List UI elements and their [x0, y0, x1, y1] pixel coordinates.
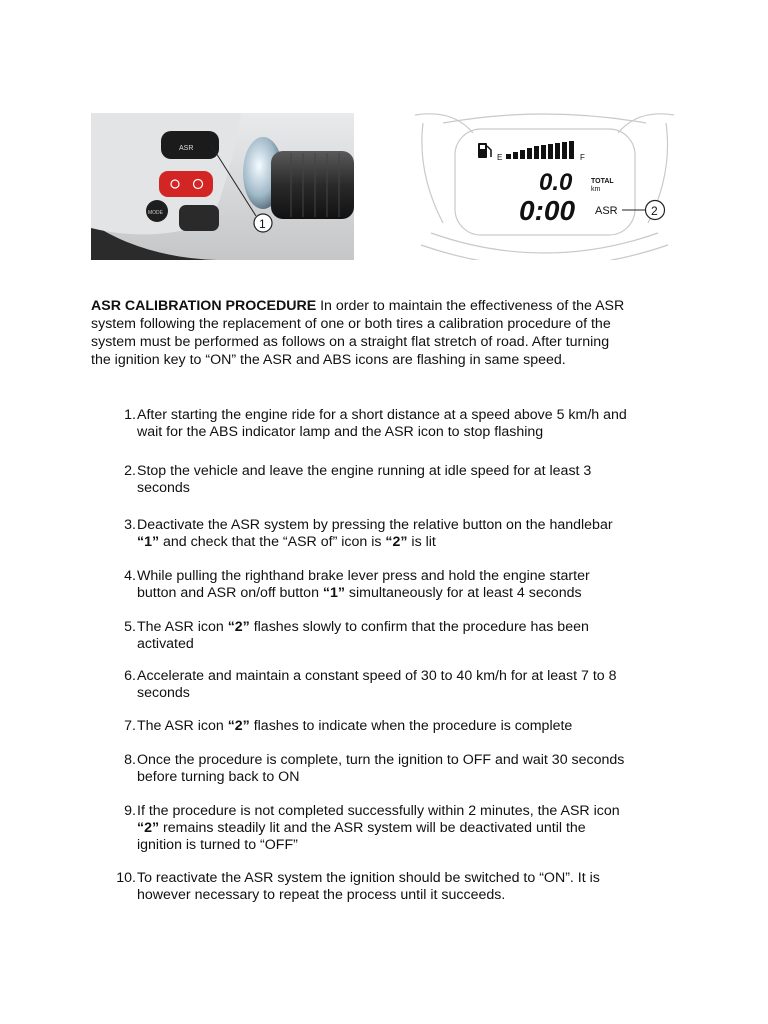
- step-text: and check that the “ASR of” icon is: [159, 534, 386, 550]
- callout-ref: “1”: [137, 534, 160, 550]
- step-line: seconds: [137, 480, 190, 496]
- intro-heading: ASR CALIBRATION PROCEDURE: [91, 298, 317, 314]
- step-text: remains steadily lit and the ASR system will be deactivated until the: [159, 820, 586, 836]
- step-line: [137, 718, 681, 735]
- callout-1-label: 1: [259, 217, 266, 231]
- step-text: The ASR icon: [137, 619, 228, 635]
- step-text: flashes slowly to confirm that the procedure has been: [249, 619, 589, 635]
- step-line: seconds: [137, 685, 190, 701]
- step-text: flashes to indicate when the procedure is complete: [249, 718, 573, 734]
- fuel-full-label: F: [580, 153, 585, 162]
- intro-line-2: system following the replacement of one or both tires a calibration procedure of the: [91, 316, 611, 332]
- step-number: 9.: [124, 803, 136, 819]
- step-line: before turning back to ON: [137, 769, 300, 785]
- step-line: [137, 534, 681, 551]
- intro-line-1-text: In order to maintain the effectiveness of the ASR: [316, 298, 625, 314]
- indicator-switch: [179, 205, 219, 231]
- intro-line-3: system must be performed as follows on a straight flat stretch of road. After turning: [91, 334, 610, 350]
- clock-value: 0:00: [519, 195, 576, 226]
- odometer-total-label: TOTAL: [591, 178, 614, 185]
- step-number: 5.: [124, 619, 136, 635]
- step-text: button and ASR on/off button: [137, 585, 323, 601]
- step-line: [137, 619, 681, 636]
- throttle-grip: [271, 151, 354, 219]
- step-line: ignition is turned to “OFF”: [137, 837, 298, 853]
- step-line: While pulling the righthand brake lever press and hold the engine starter: [137, 568, 590, 584]
- callout-ref: “2”: [227, 619, 250, 635]
- callout-ref: “2”: [385, 534, 408, 550]
- step-number: 6.: [124, 668, 136, 684]
- step-line: wait for the ABS indicator lamp and the ASR icon to stop flashing: [137, 424, 544, 440]
- odometer-value: 0.0: [539, 169, 573, 196]
- intro-line-4: the ignition key to “ON” the ASR and ABS icons are flashing in same speed.: [91, 352, 566, 368]
- step-line: [137, 820, 681, 837]
- step-line: If the procedure is not completed successfully within 2 minutes, the ASR icon: [137, 803, 620, 819]
- fuel-level-bars: [506, 141, 574, 159]
- dashboard-illustration: [413, 113, 676, 260]
- step-line: Deactivate the ASR system by pressing the relative button on the handlebar: [137, 517, 613, 533]
- step-line: Accelerate and maintain a constant speed of 30 to 40 km/h for at least 7 to 8: [137, 668, 617, 684]
- step-number: 7.: [124, 718, 136, 734]
- step-number: 4.: [124, 568, 136, 584]
- step-number: 10.: [116, 870, 136, 886]
- step-text: The ASR icon: [137, 718, 228, 734]
- handlebar-illustration: [91, 113, 354, 260]
- asr-icon: ASR: [595, 205, 618, 217]
- step-line: [137, 585, 681, 602]
- step-line: After starting the engine ride for a short distance at a speed above 5 km/h and: [137, 407, 627, 423]
- step-line: Stop the vehicle and leave the engine running at idle speed for at least 3: [137, 463, 592, 479]
- step-text: is lit: [407, 534, 436, 550]
- handlebar-photo: [91, 113, 354, 260]
- step-line: To reactivate the ASR system the ignition should be switched to “ON”. It is: [137, 870, 600, 886]
- mode-button-label: MODE: [148, 210, 163, 216]
- dashboard-display: [413, 113, 676, 260]
- step-number: 1.: [124, 407, 136, 423]
- step-line: activated: [137, 636, 194, 652]
- fuel-empty-label: E: [497, 153, 503, 162]
- callout-ref: “1”: [322, 585, 345, 601]
- step-number: 8.: [124, 752, 136, 768]
- step-number: 2.: [124, 463, 136, 479]
- step-text: simultaneously for at least 4 seconds: [344, 585, 582, 601]
- step-number: 3.: [124, 517, 136, 533]
- callout-2-label: 2: [651, 204, 658, 218]
- step-line: however necessary to repeat the process until it succeeds.: [137, 887, 506, 903]
- odometer-unit-label: km: [591, 186, 601, 193]
- callout-ref: “2”: [137, 820, 160, 836]
- asr-button-label: ASR: [179, 145, 194, 152]
- callout-ref: “2”: [227, 718, 250, 734]
- intro-line-1: [91, 297, 681, 315]
- engine-start-button: [159, 171, 213, 197]
- fuel-icon: [478, 143, 491, 158]
- intro-paragraph: [91, 297, 681, 369]
- step-line: Once the procedure is complete, turn the ignition to OFF and wait 30 seconds: [137, 752, 625, 768]
